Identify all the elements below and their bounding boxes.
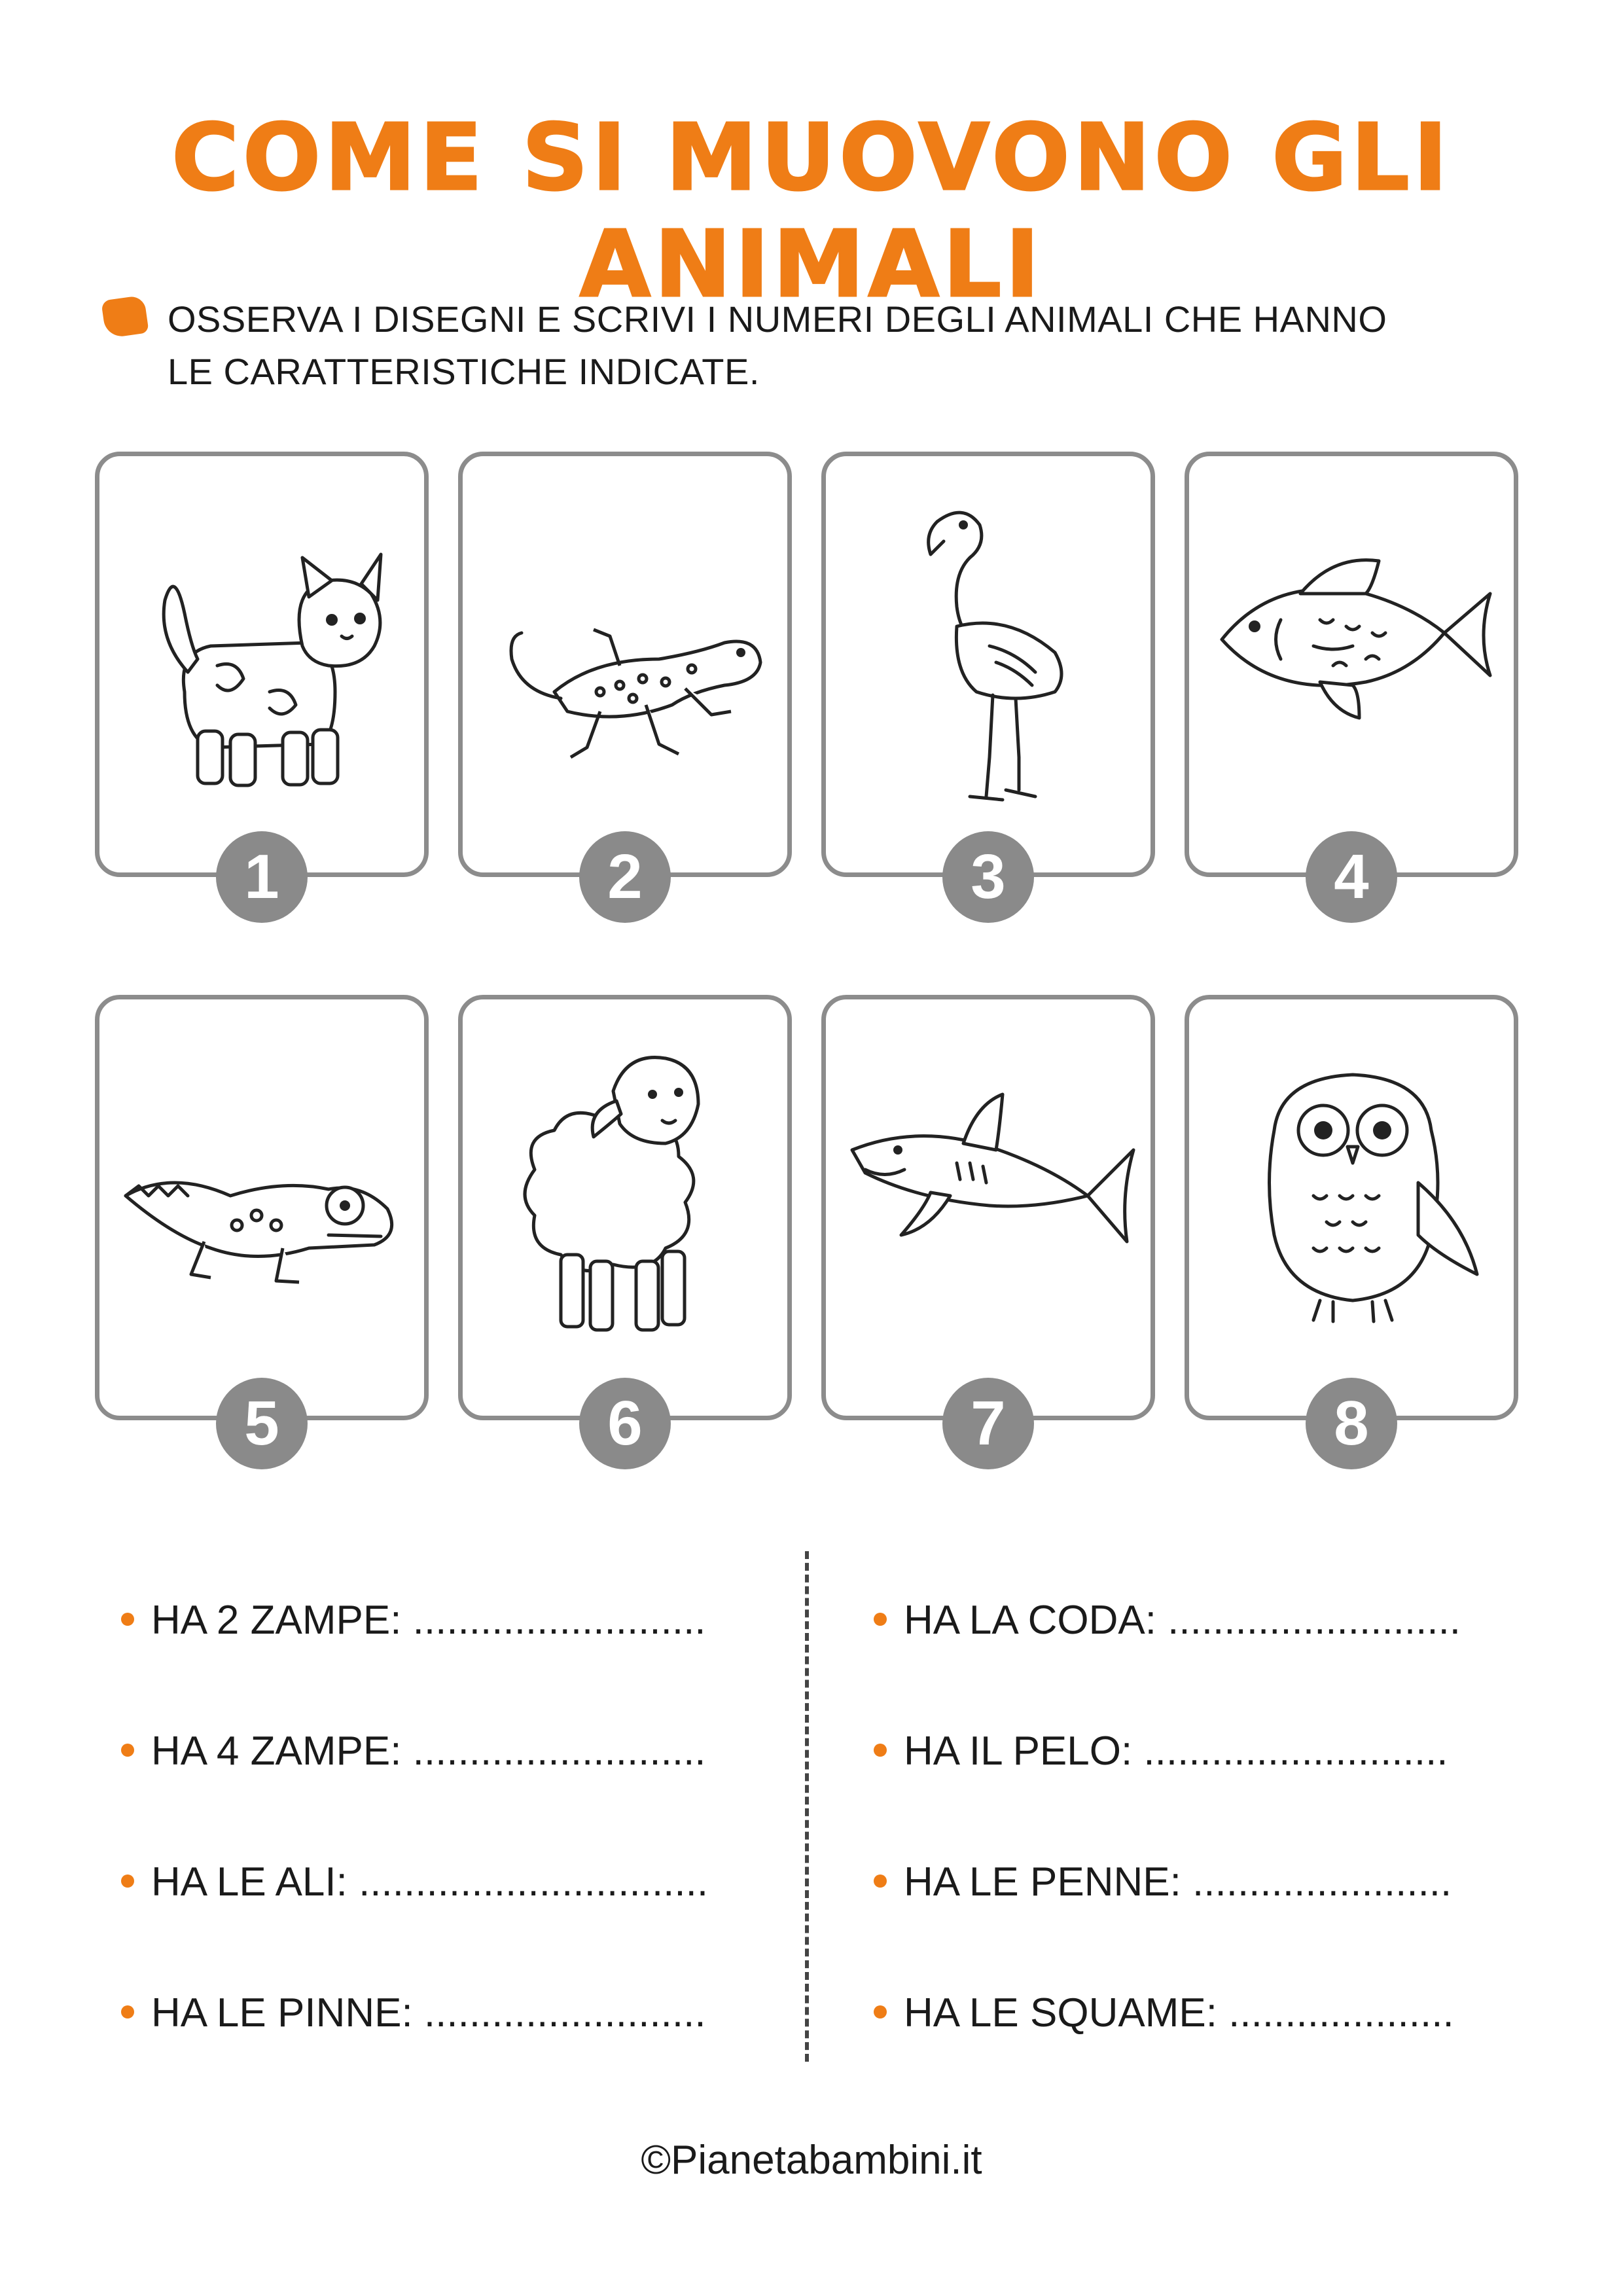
card-number-4: 4 [1306,831,1397,923]
question-text: HA LE PINNE: ......................... [151,1990,706,2036]
orange-dot-icon [874,2005,887,2018]
instruction-line-2: LE CARATTERISTICHE INDICATE. [168,351,760,392]
footer-copyright: ©Pianetabambini.it [641,2138,982,2183]
question-item [874,1859,1452,1905]
card-number-6: 6 [579,1378,671,1469]
orange-dot-icon [121,2005,134,2018]
animal-card-4 [1185,452,1518,877]
question-text: HA LA CODA: .......................... [904,1598,1461,1643]
question-text: HA 4 ZAMPE: .......................... [151,1729,706,1774]
instructions [168,293,1542,398]
orange-dot-icon [121,1874,134,1888]
question-text: HA LE ALI: ............................... [151,1859,709,1905]
orange-bullet-icon [101,295,149,339]
animal-card-1 [95,452,429,877]
question-text: HA LE PENNE: ....................... [904,1859,1452,1905]
cat-icon [113,495,411,810]
instruction-line-1: OSSERVA I DISEGNI E SCRIVI I NUMERI DEGLI ANIMALI CHE HANNO [168,298,1387,340]
fish-icon [1202,495,1501,810]
question-item [121,1990,706,2036]
question-item [121,1859,708,1905]
orange-dot-icon [874,1613,887,1626]
question-item [121,1597,706,1643]
card-number-3: 3 [942,831,1034,923]
sheep-icon [476,1039,774,1353]
card-number-8: 8 [1306,1378,1397,1469]
animal-card-8 [1185,995,1518,1420]
question-text: HA LE SQUAME: .................... [904,1990,1454,2036]
question-item [121,1728,706,1774]
crocodile-icon [113,1039,411,1353]
animal-card-7 [821,995,1155,1420]
question-item [874,1990,1454,2036]
question-item [874,1597,1461,1643]
gecko-icon [476,495,774,810]
question-text: HA IL PELO: ........................... [904,1729,1448,1774]
column-divider [805,1551,809,2062]
question-item [874,1728,1448,1774]
animal-card-2 [458,452,792,877]
question-text: HA 2 ZAMPE: .......................... [151,1598,706,1643]
card-number-2: 2 [579,831,671,923]
card-number-1: 1 [216,831,308,923]
animal-card-3 [821,452,1155,877]
orange-dot-icon [874,1874,887,1888]
shark-icon [839,1039,1137,1353]
orange-dot-icon [121,1613,134,1626]
owl-icon [1202,1039,1501,1353]
orange-dot-icon [874,1744,887,1757]
page-title: COME SI MUOVONO GLI ANIMALI [171,105,1452,318]
flamingo-icon [839,495,1137,810]
animal-card-6 [458,995,792,1420]
orange-dot-icon [121,1744,134,1757]
card-number-5: 5 [216,1378,308,1469]
card-number-7: 7 [942,1378,1034,1469]
animal-card-5 [95,995,429,1420]
